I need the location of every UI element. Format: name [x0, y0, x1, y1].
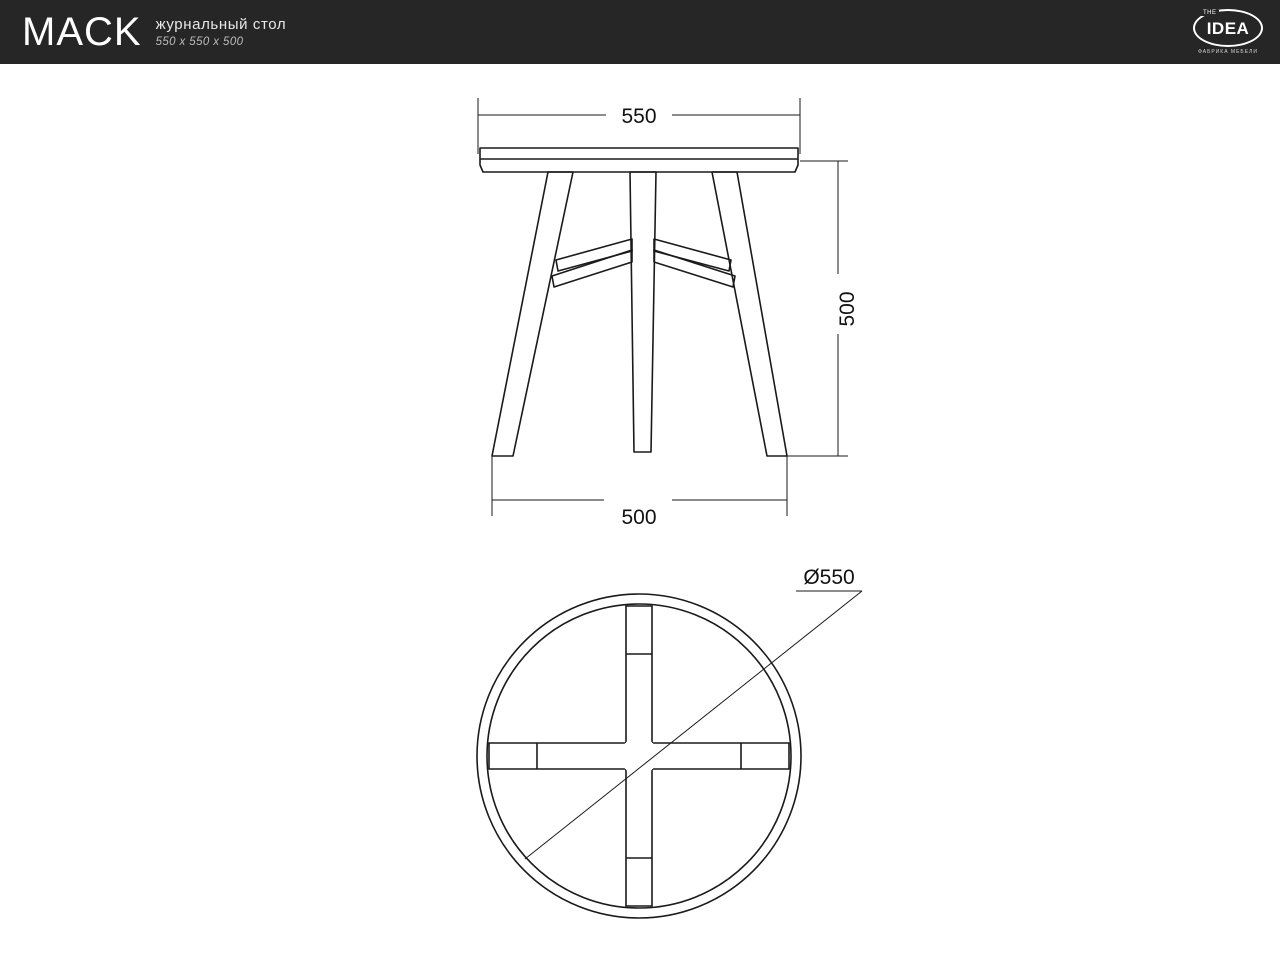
- dim-top-width-label: 550: [621, 105, 657, 128]
- front-view-dimensions: [478, 98, 848, 516]
- logo-tagline: ФАБРИКА МЕБЕЛИ: [1198, 49, 1258, 55]
- top-view-group: [477, 594, 801, 918]
- header-bar: [0, 0, 1280, 64]
- logo-oval-icon: [1193, 9, 1263, 47]
- dim-height-label: 500: [836, 291, 859, 327]
- top-view-dimension: [525, 591, 862, 859]
- product-dimensions: 550 x 550 x 500: [155, 35, 244, 48]
- brand-logo: [1192, 7, 1264, 57]
- page-title: MACK: [22, 10, 142, 54]
- logo-idea-text: IDEA: [1206, 18, 1250, 38]
- dim-diameter-label: Ø550: [803, 566, 855, 589]
- technical-drawing: [0, 64, 1280, 960]
- product-meta: [156, 16, 287, 52]
- front-view-group: [478, 108, 800, 456]
- logo-the-text: THE: [1203, 10, 1217, 16]
- title-block: [0, 12, 286, 52]
- dim-base-width-label: 500: [621, 506, 657, 529]
- product-type: журнальный стол: [155, 15, 287, 33]
